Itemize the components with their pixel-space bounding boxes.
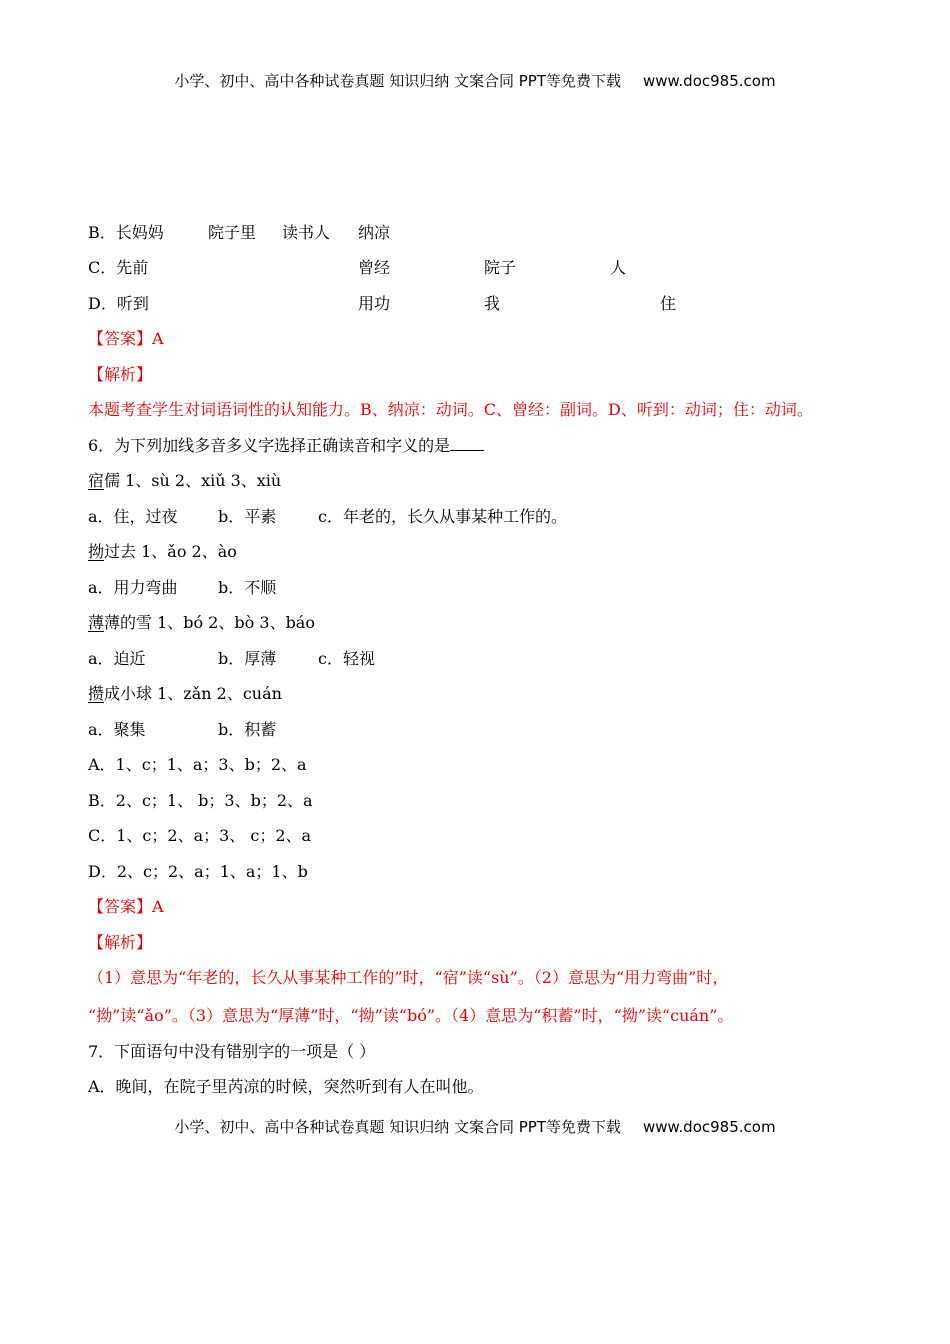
q6-group3: 薄薄的雪 1、bó 2、bò 3、báo [88, 613, 315, 632]
q5-option-c: C．先前 曾经 院子 人 [88, 258, 627, 277]
underlined-char: 攒 [88, 684, 105, 703]
q6-group1-meanings: a．住，过夜 b．平素 c．年老的，长久从事某种工作的。 [88, 507, 567, 526]
q6-answer: 【答案】A [88, 897, 164, 916]
q6-option-b: B．2、c；1、 b；3、b；2、a [88, 791, 313, 810]
q5-analysis: 本题考查学生对词语词性的认知能力。B、纳凉：动词。C、曾经：副词。D、听到：动词；住：动词。 [88, 400, 813, 419]
page-header [0, 70, 950, 91]
q5-answer: 【答案】A [88, 329, 164, 348]
q6-analysis-line2: “拗”读“ǎo”。（3）意思为“厚薄”时，“拗”读“bó”。（4）意思为“积蓄”时，“拗”读“cuán”。 [88, 1006, 734, 1025]
q6-option-c: C．1、c；2、a；3、 c；2、a [88, 826, 312, 845]
q6-group2: 拗过去 1、ǎo 2、ào [88, 542, 237, 561]
q6-option-a: A．1、c；1、a；3、b；2、a [88, 755, 307, 774]
q6-stem: 6．为下列加线多音多义字选择正确读音和字义的是 [88, 436, 484, 456]
q6-group4: 攒成小球 1、zǎn 2、cuán [88, 684, 282, 703]
header-site: www.doc985.com [642, 72, 776, 90]
underlined-char: 薄 [88, 613, 105, 632]
footer-site: www.doc985.com [642, 1118, 776, 1136]
q6-group4-meanings: a．聚集 b．积蓄 [88, 720, 277, 739]
header-text: 小学、初中、高中各种试卷真题 知识归纳 文案合同 PPT等免费下载 [174, 72, 621, 90]
q6-group3-meanings: a．迫近 b．厚薄 c．轻视 [88, 649, 375, 668]
underlined-char: 拗 [88, 542, 105, 561]
underlined-char: 宿 [88, 471, 105, 490]
q6-group2-meanings: a．用力弯曲 b．不顺 [88, 578, 277, 597]
q5-analysis-label: 【解析】 [88, 365, 153, 384]
q5-option-d: D．听到 用功 我 住 [88, 294, 677, 313]
q7-option-a: A．晚间，在院子里芮凉的时候，突然听到有人在叫他。 [88, 1077, 484, 1096]
q6-analysis-line1: （1）意思为“年老的，长久从事某种工作的”时，“宿”读“sù”。（2）意思为“用力弯曲”时， [88, 968, 729, 987]
q6-option-d: D．2、c；2、a；1、a；1、b [88, 862, 308, 881]
q6-group1: 宿儒 1、sù 2、xiǔ 3、xiù [88, 471, 282, 490]
q6-analysis-label: 【解析】 [88, 933, 153, 952]
q7-stem: 7．下面语句中没有错别字的一项是（ ） [88, 1042, 376, 1061]
footer-text: 小学、初中、高中各种试卷真题 知识归纳 文案合同 PPT等免费下载 [174, 1118, 621, 1136]
answer-blank [450, 436, 484, 451]
q5-option-b: B．长妈妈 院子里 读书人 纳凉 [88, 223, 391, 242]
page-footer [0, 1116, 950, 1137]
